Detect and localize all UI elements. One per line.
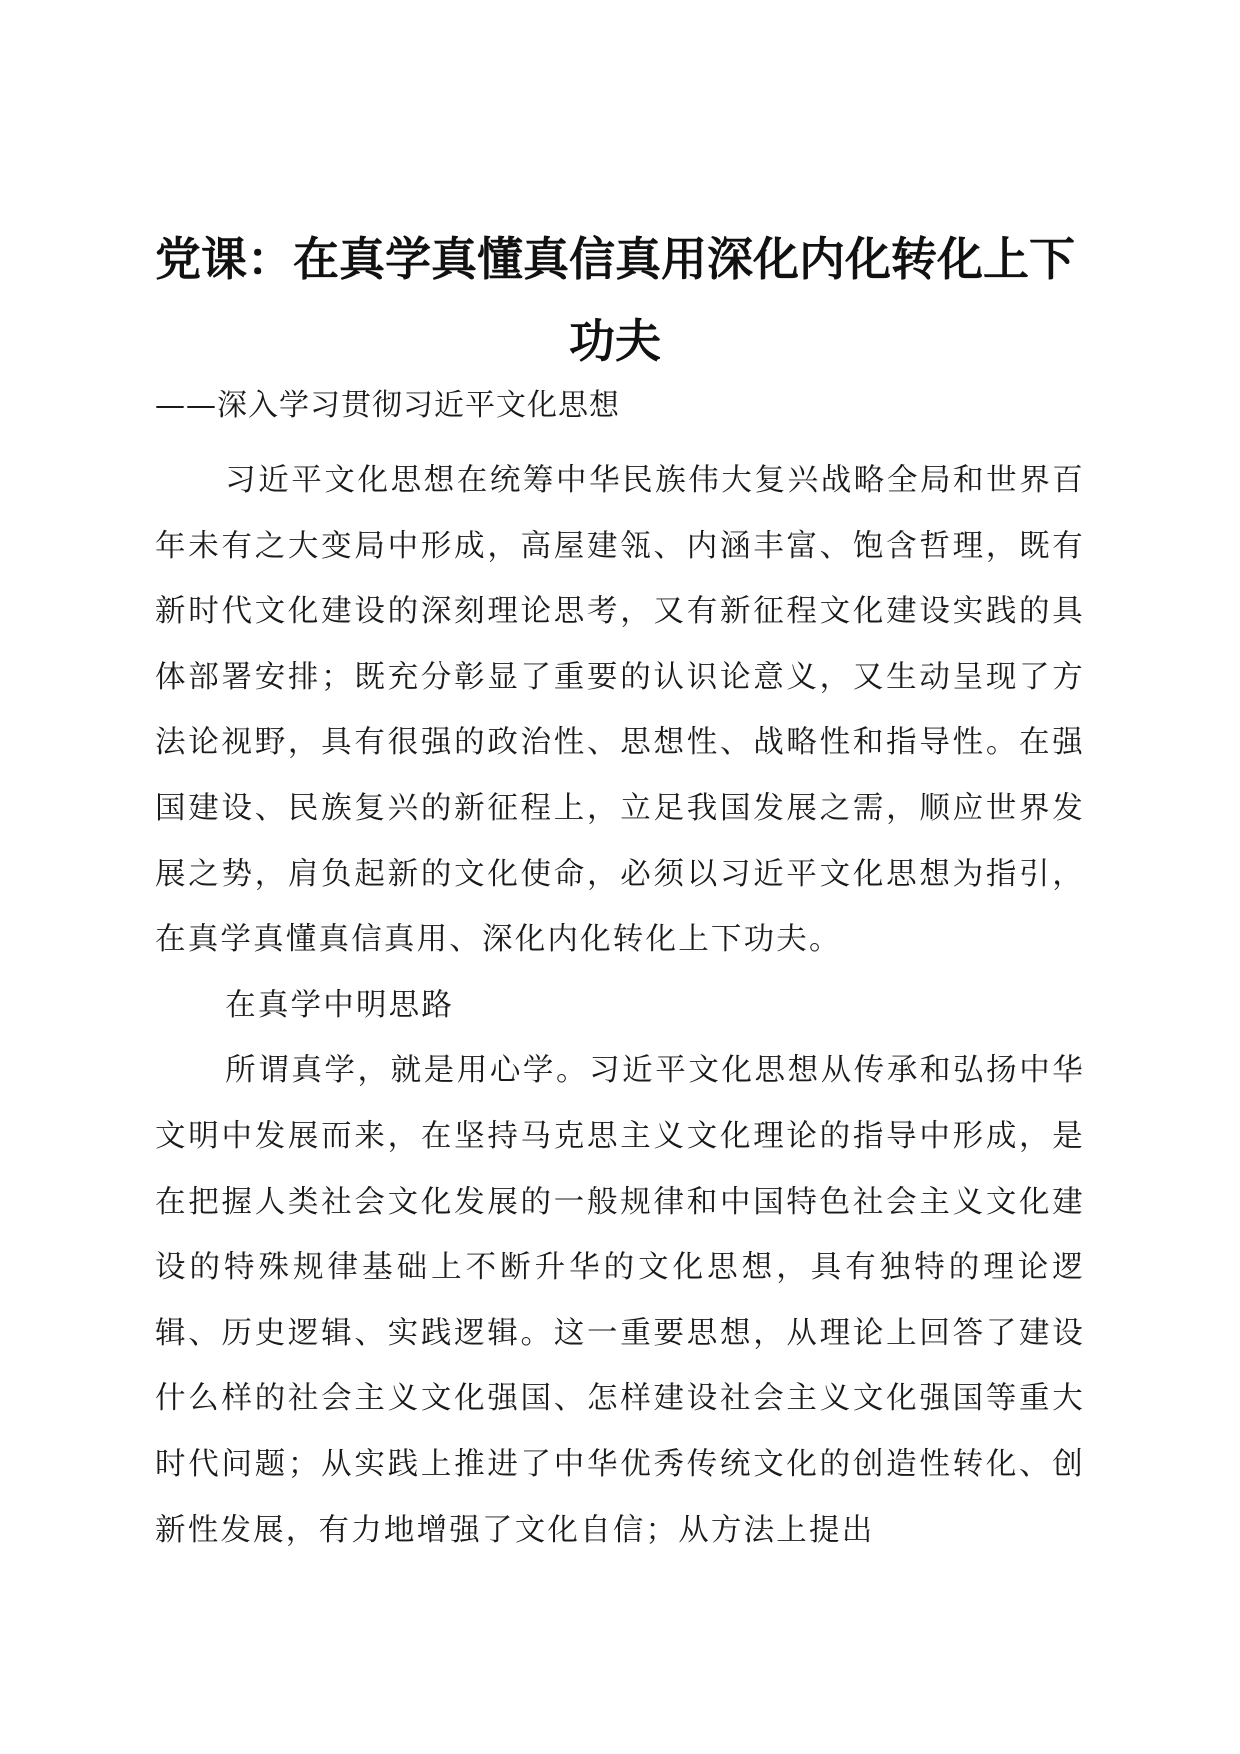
section-heading: 在真学中明思路 bbox=[225, 987, 455, 1023]
intro-paragraph: 习近平文化思想在统筹中华民族伟大复兴战略全局和世界百年未有之大变局中形成，高屋建瓴、内涵丰富、饱含哲理，既有新时代文化建设的深刻理论思考，又有新征程文化建设实践的具体部署安排；既充分彰显了重要的认识论意义，又生动呈现了方法论视野，具有很强的政治性、思想性、战略性和指导性。在强国建设、民族复兴的新征程上，立足我国发展之需，顺应世界发展之势，肩负起新的文化使命，必须以习近平文化思想为指引，在真学真懂真信真用、深化内化转化上下功夫。 bbox=[155, 463, 1085, 958]
section-paragraph: 所谓真学，就是用心学。习近平文化思想从传承和弘扬中华文明中发展而来，在坚持马克思主义文化理论的指导中形成，是在把握人类社会文化发展的一般规律和中国特色社会主义文化建设的特殊规律基础上不断升华的文化思想，具有独特的理论逻辑、历史逻辑、实践逻辑。这一重要思想，从理论上回答了建设什么样的社会主义文化强国、怎样建设社会主义文化强国等重大时代问题；从实践上推进了中华优秀传统文化的创造性转化、创新性发展，有力地增强了文化自信；从方法上提出 bbox=[155, 1053, 1085, 1548]
document-title: 党课：在真学真懂真信真用深化内化转化上下功夫 bbox=[155, 232, 1075, 368]
document-subtitle: ——深入学习贯彻习近平文化思想 bbox=[155, 388, 620, 423]
document-body bbox=[155, 448, 1085, 1563]
